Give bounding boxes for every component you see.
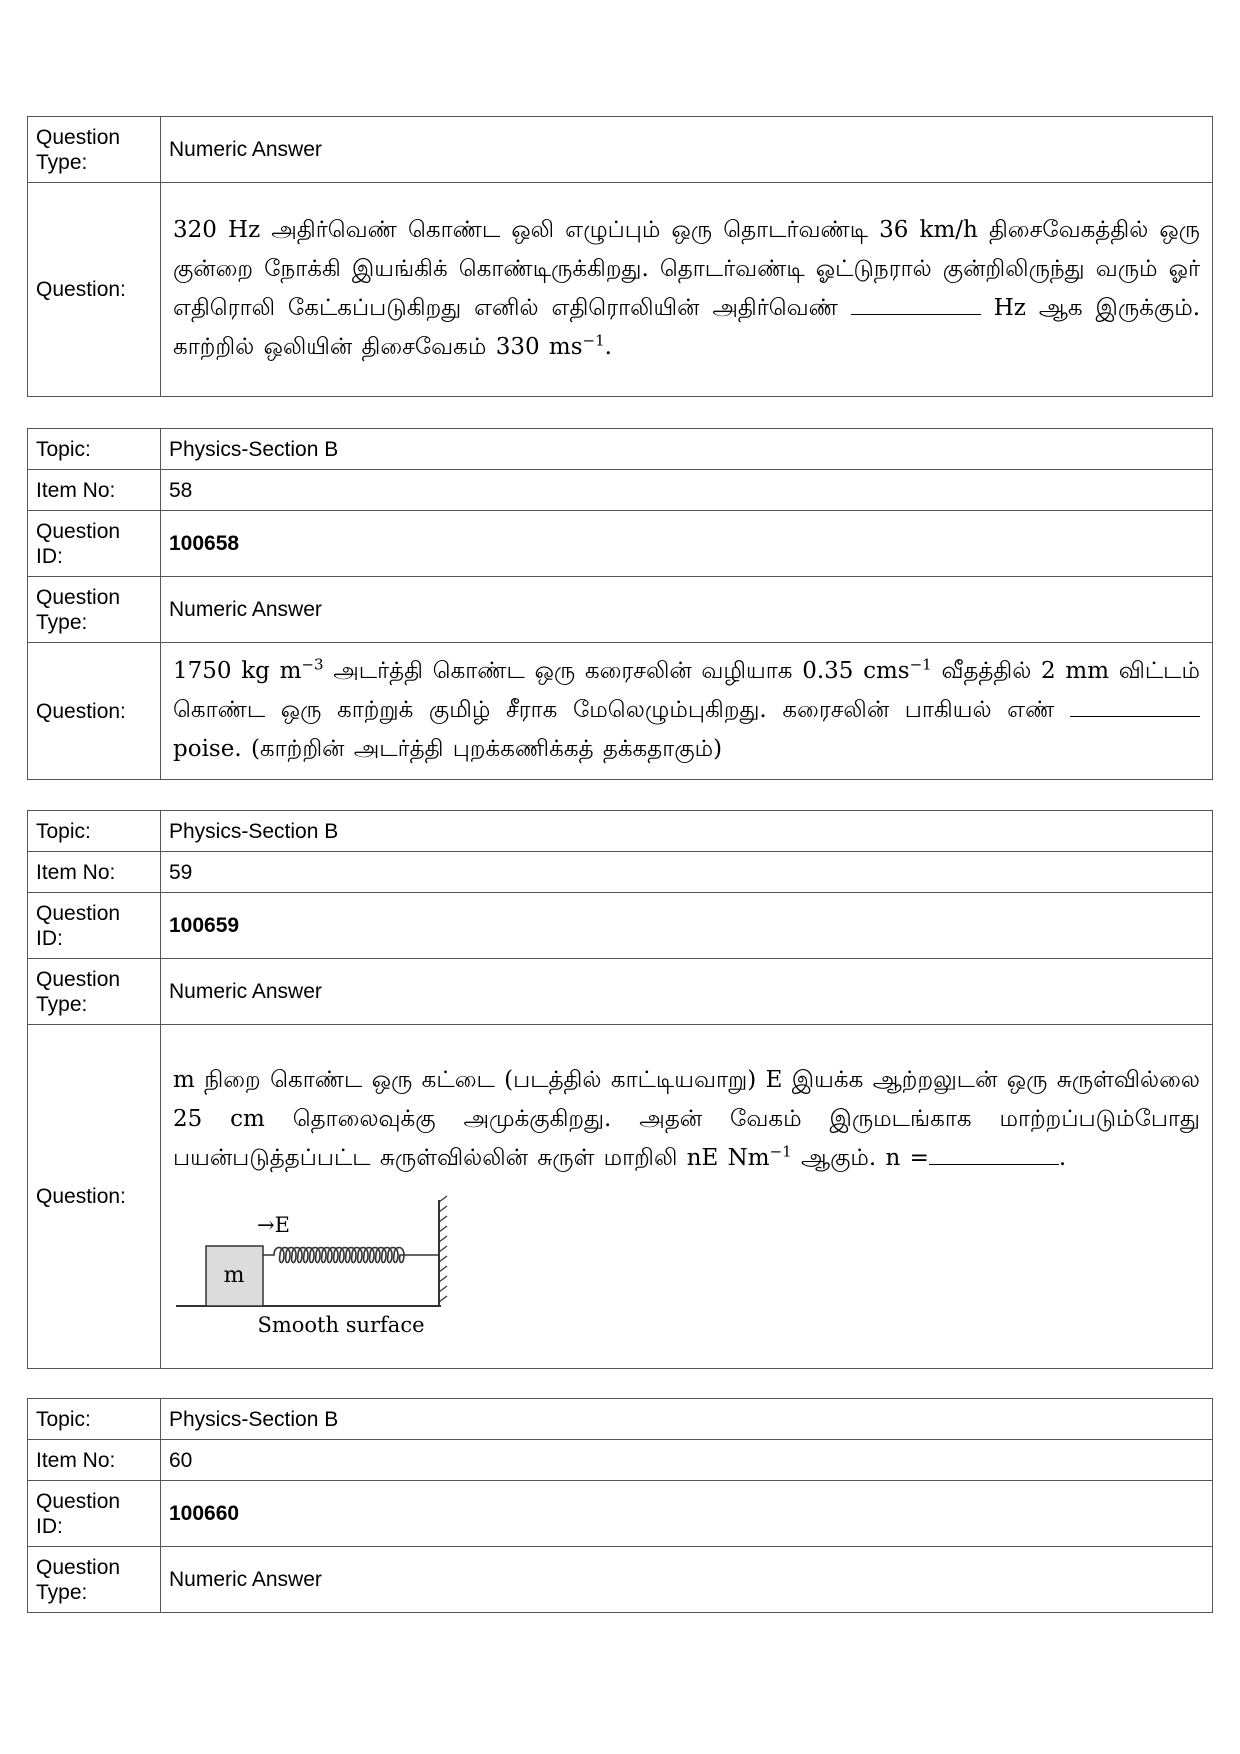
energy-label: →E bbox=[257, 1213, 290, 1237]
question-block-58 bbox=[27, 428, 1213, 780]
question-block-57 bbox=[27, 116, 1213, 397]
question-id-label: Question ID: bbox=[28, 1481, 161, 1547]
topic-row bbox=[28, 1399, 1213, 1440]
question-block-59 bbox=[27, 810, 1213, 1369]
topic-label: Topic: bbox=[28, 1399, 161, 1440]
question-id-row bbox=[28, 511, 1213, 577]
surface-caption: Smooth surface bbox=[257, 1313, 425, 1337]
wall-hatching bbox=[439, 1196, 447, 1302]
question-text-cell bbox=[161, 1025, 1213, 1369]
item-no-row bbox=[28, 1440, 1213, 1481]
question-type-label: Question Type: bbox=[28, 1547, 161, 1613]
question-id-label: Question ID: bbox=[28, 893, 161, 959]
question-id-row bbox=[28, 893, 1213, 959]
item-no-row bbox=[28, 852, 1213, 893]
answer-blank bbox=[1070, 698, 1200, 717]
question-text: 1750 kg $m^{-3}$ அடர்த்தி கொண்ட ஒரு கரைசலின் வழியாக 0.35 cms$^{-1}$ வீதத்தில் 2 mm விட்டம் கொண்ட ஒரு காற்றுக் குமிழ் சீராக மேலெழும்புகிறது. கரைசலின் பாகியல் எண் poise. (காற்றின் அடர்த்தி புறக்கணிக்கத் தக்கதாகும்) bbox=[173, 654, 1201, 762]
question-label: Question: bbox=[28, 643, 161, 780]
question-id-label: Question ID: bbox=[28, 511, 161, 577]
topic-row bbox=[28, 811, 1213, 852]
question-row bbox=[28, 183, 1213, 397]
item-no-value: 60 bbox=[161, 1440, 1213, 1481]
item-no-label: Item No: bbox=[28, 852, 161, 893]
answer-blank bbox=[929, 1146, 1059, 1165]
item-no-label: Item No: bbox=[28, 1440, 161, 1481]
question-type-row bbox=[28, 577, 1213, 643]
item-no-label: Item No: bbox=[28, 470, 161, 511]
question-text: 320 Hz அதிர்வெண் கொண்ட ஒலி எழுப்பும் ஒரு தொடர்வண்டி 36 km/h திசைவேகத்தில் ஒரு குன்றை நோக்கி இயங்கிக் கொண்டிருக்கிறது. தொடர்வண்டி ஓட்டுநரால் குன்றிலிருந்து வரும் ஓர் எதிரொலி கேட்கப்படுகிறது எனில் எதிரொலியின் அதிர்வெண் Hz ஆக இருக்கும். காற்றில் ஒலியின் திசைவேகம் 330 $ms^{-1}$. bbox=[173, 216, 1201, 360]
question-id-value: 100660 bbox=[161, 1481, 1213, 1547]
spring bbox=[263, 1248, 439, 1263]
question-type-row bbox=[28, 959, 1213, 1025]
topic-value: Physics-Section B bbox=[161, 429, 1213, 470]
answer-blank bbox=[851, 296, 981, 315]
question-type-value: Numeric Answer bbox=[161, 959, 1213, 1025]
question-text-cell bbox=[161, 643, 1213, 780]
topic-row bbox=[28, 429, 1213, 470]
mass-label: m bbox=[223, 1263, 245, 1288]
spring-block-diagram bbox=[171, 1188, 471, 1338]
question-block-60 bbox=[27, 1398, 1213, 1613]
question-row bbox=[28, 1025, 1213, 1369]
question-id-value: 100659 bbox=[161, 893, 1213, 959]
item-no-row bbox=[28, 470, 1213, 511]
topic-value: Physics-Section B bbox=[161, 811, 1213, 852]
question-type-label: Question Type: bbox=[28, 959, 161, 1025]
question-type-value: Numeric Answer bbox=[161, 577, 1213, 643]
topic-value: Physics-Section B bbox=[161, 1399, 1213, 1440]
topic-label: Topic: bbox=[28, 811, 161, 852]
question-type-label: Question Type: bbox=[28, 577, 161, 643]
question-id-row bbox=[28, 1481, 1213, 1547]
question-type-label: Question Type: bbox=[28, 117, 161, 183]
question-type-value: Numeric Answer bbox=[161, 1547, 1213, 1613]
question-text-cell bbox=[161, 183, 1213, 397]
question-id-value: 100658 bbox=[161, 511, 1213, 577]
question-row bbox=[28, 643, 1213, 780]
question-label: Question: bbox=[28, 183, 161, 397]
question-label: Question: bbox=[28, 1025, 161, 1369]
item-no-value: 59 bbox=[161, 852, 1213, 893]
item-no-value: 58 bbox=[161, 470, 1213, 511]
topic-label: Topic: bbox=[28, 429, 161, 470]
question-type-row bbox=[28, 117, 1213, 183]
question-type-value: Numeric Answer bbox=[161, 117, 1213, 183]
question-text: m நிறை கொண்ட ஒரு கட்டை (படத்தில் காட்டியவாறு) E இயக்க ஆற்றலுடன் ஒரு சுருள்வில்லை 25 cm தொலைவுக்கு அமுக்குகிறது. அதன் வேகம் இருமடங்காக மாற்றப்படும்போது பயன்படுத்தப்பட்ட சுருள்வில்லின் சுருள் மாறிலி nE $Nm^{-1}$ ஆகும். n = . bbox=[173, 1067, 1200, 1171]
question-type-row bbox=[28, 1547, 1213, 1613]
